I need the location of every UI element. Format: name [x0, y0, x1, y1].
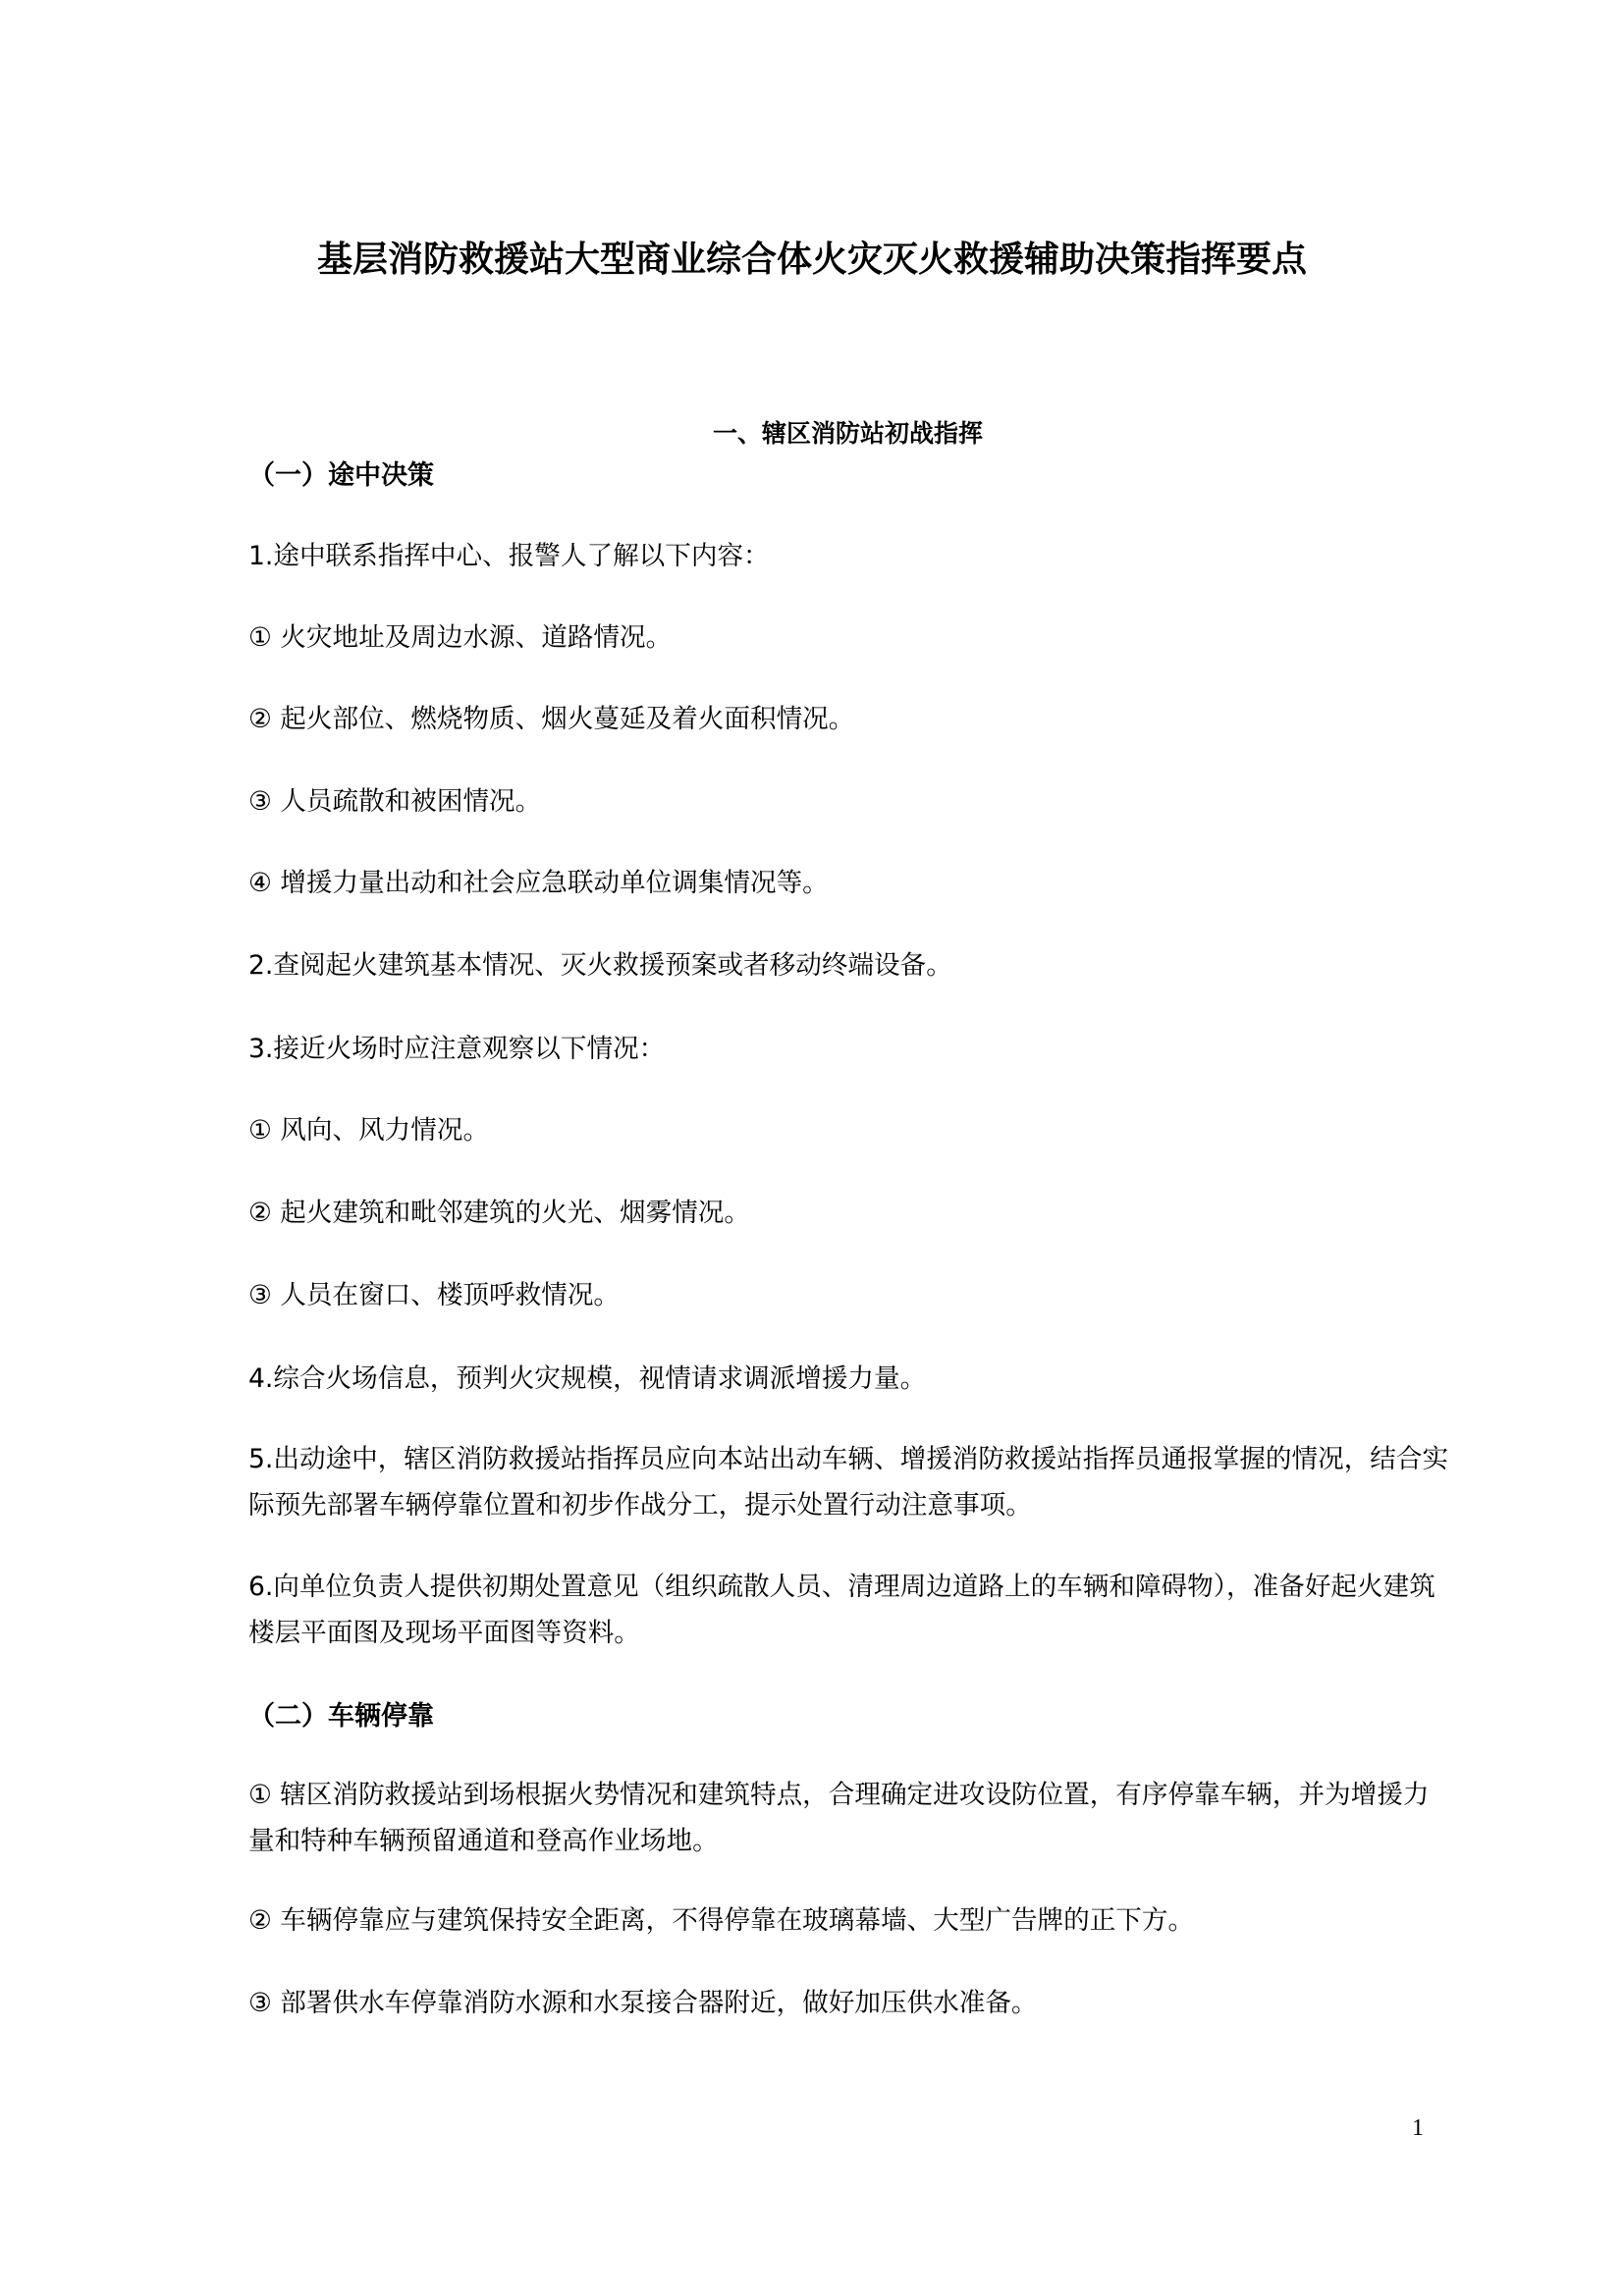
paragraph: 3.接近火场时应注意观察以下情况：: [248, 1034, 666, 1064]
paragraph: ③ 部署供水车停靠消防水源和水泵接合器附近，做好加压供水准备。: [248, 1988, 1038, 2018]
paragraph: ① 辖区消防救援站到场根据火势情况和建筑特点，合理确定进攻设防位置，有序停靠车辆，并为增援力量和特种车辆预留通道和登高作业场地。: [248, 1780, 1430, 1856]
paragraph: ② 车辆停靠应与建筑保持安全距离，不得停靠在玻璃幕墙、大型广告牌的正下方。: [248, 1905, 1195, 1936]
paragraph: 6.向单位负责人提供初期处置意见（组织疏散人员、清理周边道路上的车辆和障碍物），准备好起火建筑楼层平面图及现场平面图等资料。: [248, 1572, 1435, 1648]
paragraph: ① 风向、风力情况。: [248, 1115, 490, 1146]
paragraph: 2.查阅起火建筑基本情况、灭火救援预案或者移动终端设备。: [248, 950, 952, 981]
paragraph: ② 起火建筑和毗邻建筑的火光、烟雾情况。: [248, 1198, 750, 1228]
paragraph: 4.综合火场信息，预判火灾规模，视情请求调派增援力量。: [248, 1363, 927, 1394]
paragraph: ① 火灾地址及周边水源、道路情况。: [248, 622, 673, 653]
page-number: 1: [1412, 2115, 1424, 2141]
section-heading: 一、辖区消防站初战指挥: [713, 419, 984, 448]
paragraph: 1.途中联系指挥中心、报警人了解以下内容：: [248, 541, 770, 571]
subsection-heading: （二）车辆停靠: [248, 1701, 434, 1732]
paragraph: ② 起火部位、燃烧物质、烟火蔓延及着火面积情况。: [248, 704, 855, 734]
paragraph: ③ 人员疏散和被困情况。: [248, 786, 542, 817]
paragraph: ③ 人员在窗口、楼顶呼救情况。: [248, 1280, 621, 1310]
document-title: 基层消防救援站大型商业综合体火灾灭火救援辅助决策指挥要点: [316, 240, 1307, 280]
subsection-heading: （一）途中决策: [248, 460, 434, 491]
paragraph: 5.出动途中，辖区消防救援站指挥员应向本站出动车辆、增援消防救援站指挥员通报掌握的情况，结合实际预先部署车辆停靠位置和初步作战分工，提示处置行动注意事项。: [248, 1444, 1449, 1521]
paragraph: ④ 增援力量出动和社会应急联动单位调集情况等。: [248, 868, 829, 898]
